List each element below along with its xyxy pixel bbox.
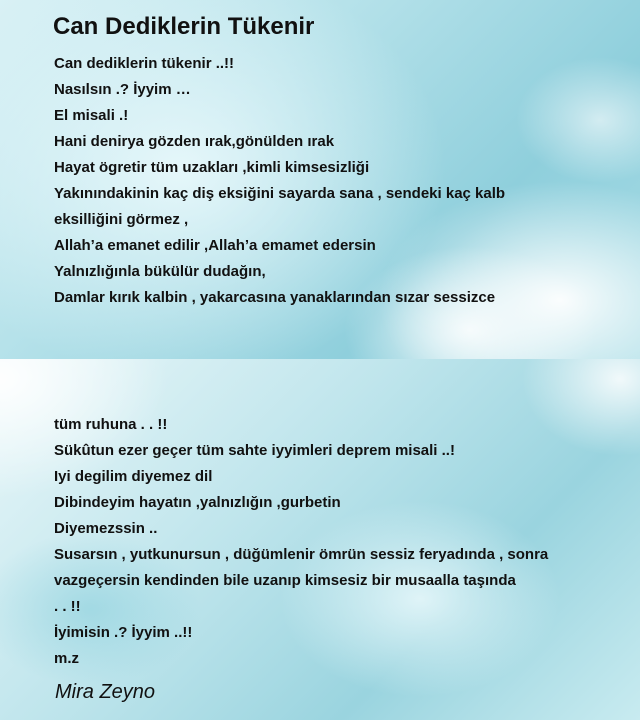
poem-line: Damlar kırık kalbin , yakarcasına yanaklarından sızar sessizce — [54, 289, 496, 306]
bottom-panel — [0, 359, 640, 720]
poem-line: Sükûtun ezer geçer tüm sahte iyyimleri deprem misali ..! — [54, 442, 455, 459]
poem-line: Iyi degilim diyemez dil — [54, 468, 213, 485]
poem-line: Can dediklerin tükenir ..!! — [54, 55, 235, 72]
poem-stanza-top — [54, 51, 505, 311]
poem-title: Can Dediklerin Tükenir — [53, 13, 315, 40]
poem-line: İyimisin .? İyyim ..!! — [54, 624, 193, 641]
poem-line: Hani denirya gözden ırak,gönülden ırak — [54, 133, 335, 150]
poem-line: Nasılsın .? İyyim … — [54, 81, 191, 98]
poem-stanza-bottom — [54, 412, 548, 672]
poem-line: Allah’a emanet edilir ,Allah’a emamet edersin — [54, 237, 376, 254]
poem-line: Yalnızlığınla bükülür dudağın, — [54, 263, 266, 280]
author-signature: Mira Zeyno — [55, 681, 156, 703]
poem-line: eksilliğini görmez , — [54, 211, 189, 228]
poem-line: Hayat ögretir tüm uzakları ,kimli kimsesizliği — [54, 159, 370, 176]
poem-line: m.z — [54, 650, 80, 667]
poem-line: Diyemezssin .. — [54, 520, 158, 537]
poem-line: tüm ruhuna . . !! — [54, 416, 168, 433]
poem-line: El misali .! — [54, 107, 129, 124]
top-panel — [0, 0, 640, 359]
poem-line: Yakınındakinin kaç diş eksiğini sayarda sana , sendeki kaç kalb — [54, 185, 506, 202]
poem-line: . . !! — [54, 598, 81, 615]
poem-line: Susarsın , yutkunursun , düğümlenir ömrün sessiz feryadında , sonra — [54, 546, 549, 563]
poem-line: vazgeçersin kendinden bile uzanıp kimsesiz bir musaalla taşında — [54, 572, 516, 589]
poem-line: Dibindeyim hayatın ,yalnızlığın ,gurbetin — [54, 494, 341, 511]
